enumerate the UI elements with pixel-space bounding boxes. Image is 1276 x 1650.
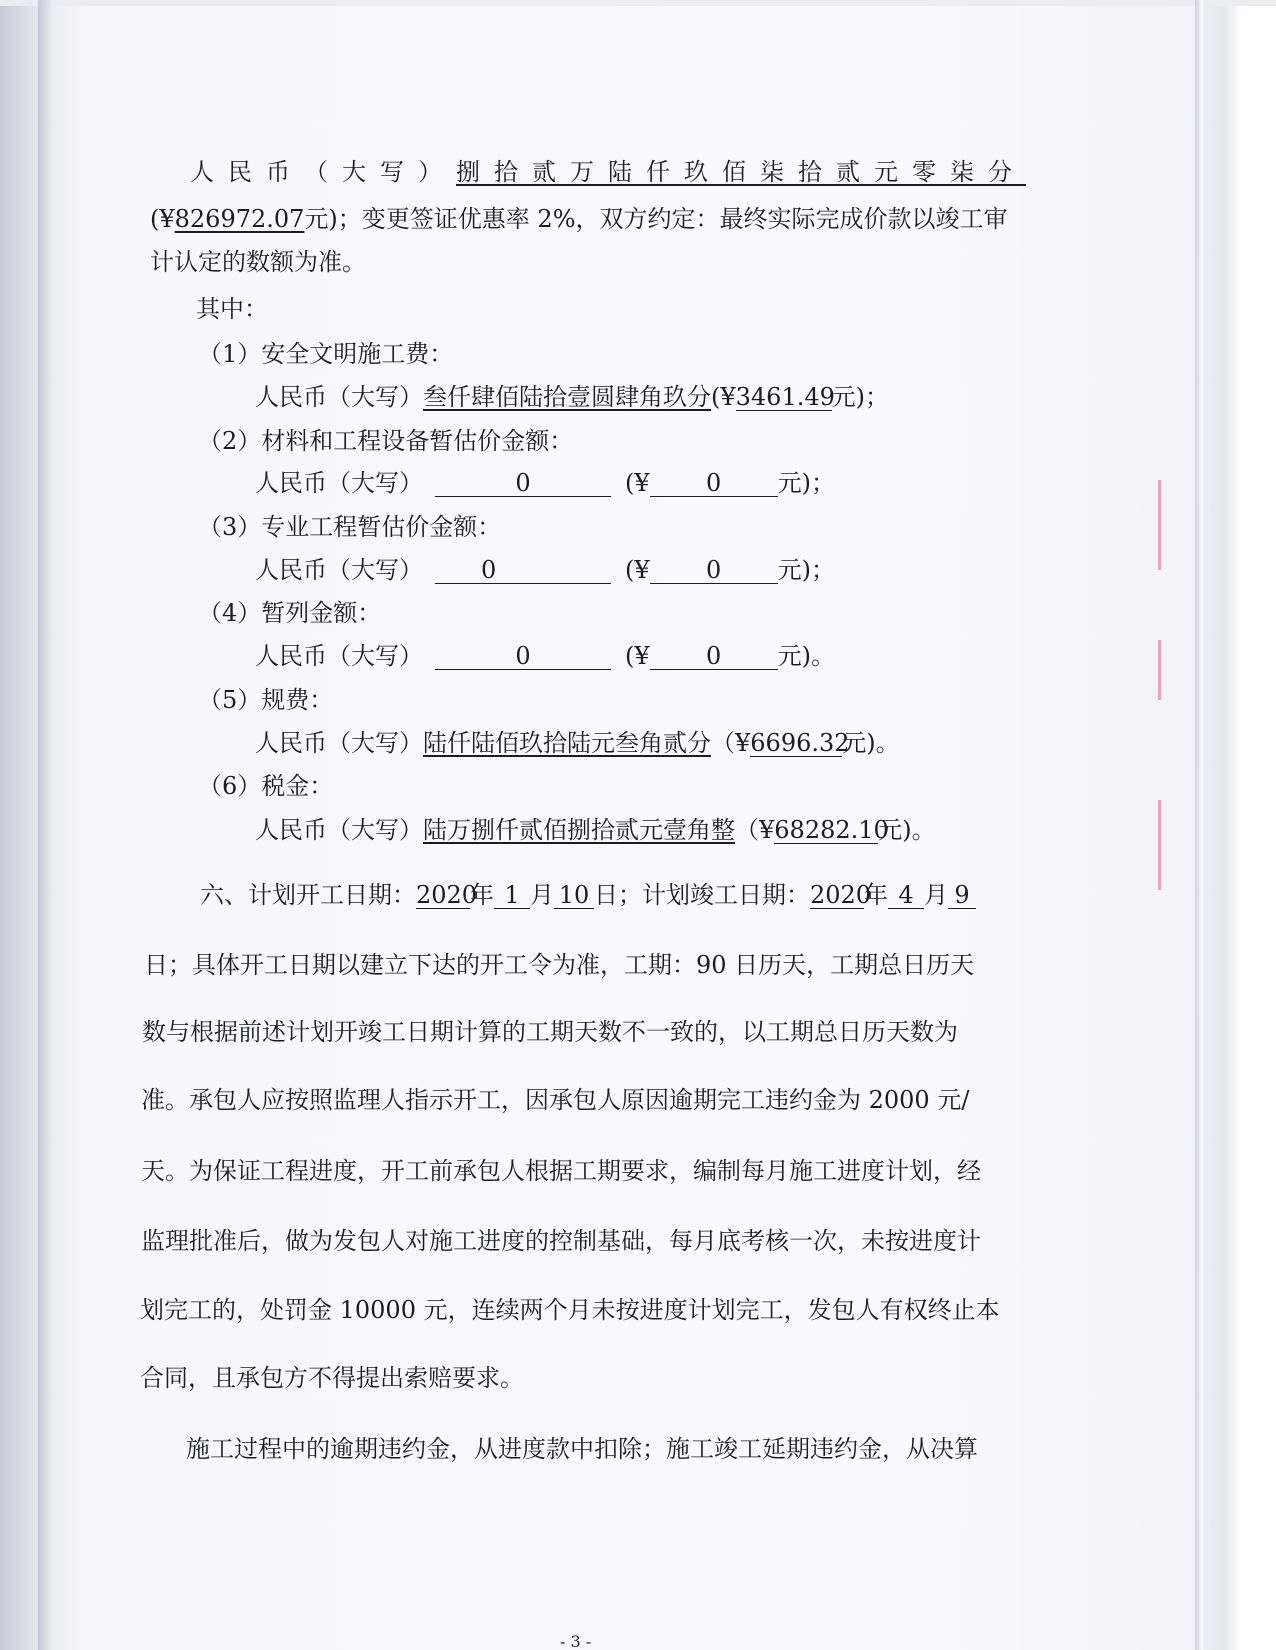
item-1-title: （1）安全文明施工费： xyxy=(198,340,454,368)
item-6-label: 人民币（大写） xyxy=(255,816,423,844)
item-5-number: 6696.32 xyxy=(750,729,850,757)
scan-right-edge xyxy=(1195,0,1203,1650)
item-2-line xyxy=(255,468,835,498)
start-month: 1 xyxy=(494,882,530,909)
seal-fragment-1 xyxy=(1158,480,1183,570)
schedule-line xyxy=(200,880,976,910)
schedule-middle: 日；计划竣工日期： xyxy=(594,881,810,909)
item-6-words: 陆万捌仟贰佰捌拾贰元壹角整 xyxy=(423,816,735,844)
item-1-words: 叁仟肆佰陆拾壹圆肆角玖分 xyxy=(423,383,711,411)
item-6-number: 68282.10 xyxy=(774,816,889,844)
item-2-words: 0 xyxy=(435,470,611,497)
item-5-label: 人民币（大写） xyxy=(255,729,423,757)
seal-fragment-2 xyxy=(1158,640,1183,700)
item-4-open: (¥ xyxy=(625,642,650,670)
item-4-close: 元)。 xyxy=(777,642,836,670)
item-1-line xyxy=(255,382,889,412)
para-line-5: 监理批准后，做为发包人对施工进度的控制基础，每月底考核一次，未按进度计 xyxy=(141,1227,981,1255)
para-line-2: 数与根据前述计划开竣工日期计算的工期天数不一致的，以工期总日历天数为 xyxy=(142,1018,958,1046)
end-year-unit: 年 xyxy=(864,881,888,909)
item-5-close: 元)。 xyxy=(842,729,900,757)
total-suffix: 元)；变更签证优惠率 2%，双方约定：最终实际完成价款以竣工审 xyxy=(304,205,1008,233)
item-3-words: 0 xyxy=(435,557,611,584)
scan-top-edge xyxy=(0,0,1276,6)
item-3-number: 0 xyxy=(650,557,778,584)
para-line-4: 天。为保证工程进度，开工前承包人根据工期要求，编制每月施工进度计划，经 xyxy=(141,1157,981,1185)
item-1-close: 元)； xyxy=(831,383,890,411)
schedule-prefix: 六、计划开工日期： xyxy=(200,881,416,909)
item-3-open: (¥ xyxy=(625,556,650,584)
para-line-7: 合同，且承包方不得提出索赔要求。 xyxy=(140,1364,524,1392)
total-amount-words: 捌拾贰万陆仟玖佰柒拾贰元零柒分 xyxy=(456,158,1026,186)
item-6-title: （6）税金： xyxy=(198,772,334,800)
item-2-close: 元)； xyxy=(777,469,836,497)
total-amount-number: 826972.07 xyxy=(174,205,305,233)
start-month-unit: 月 xyxy=(530,881,554,909)
item-3-title: （3）专业工程暂估价金额： xyxy=(198,513,502,541)
start-year-unit: 年 xyxy=(470,881,494,909)
item-2-open: (¥ xyxy=(625,469,650,497)
item-6-close: 元)。 xyxy=(878,816,936,844)
item-5-line xyxy=(255,728,900,758)
end-year: 2020 xyxy=(810,881,872,909)
item-3-line xyxy=(255,555,835,585)
item-2-number: 0 xyxy=(650,470,778,497)
binding-shadow xyxy=(38,0,52,1650)
item-1-number: 3461.49 xyxy=(735,383,835,411)
total-line-2 xyxy=(150,204,1008,234)
item-1-open: (¥ xyxy=(711,383,736,411)
item-6-open: （¥ xyxy=(735,816,775,844)
para-line-3: 准。承包人应按照监理人指示开工，因承包人原因逾期完工违约金为 2000 元/ xyxy=(141,1086,970,1114)
item-3-close: 元)； xyxy=(777,556,836,584)
item-5-open: （¥ xyxy=(711,729,751,757)
item-6-line xyxy=(255,815,936,845)
item-3-label: 人民币（大写） xyxy=(255,556,423,584)
intro-text: 其中： xyxy=(196,295,268,323)
seal-fragment-3 xyxy=(1158,800,1183,890)
para-line-1: 日；具体开工日期以建立下达的开工令为准，工期：90 日历天，工期总日历天 xyxy=(144,951,975,979)
total-line xyxy=(190,157,1026,187)
item-4-words: 0 xyxy=(435,643,611,670)
end-day: 9 xyxy=(948,882,976,909)
last-line: 施工过程中的逾期违约金，从进度款中扣除；施工竣工延期违约金，从决算 xyxy=(186,1435,978,1463)
item-4-label: 人民币（大写） xyxy=(255,642,423,670)
end-month-unit: 月 xyxy=(924,881,948,909)
para-line-6: 划完工的，处罚金 10000 元，连续两个月未按进度计划完工，发包人有权终止本 xyxy=(140,1296,1000,1324)
start-year: 2020 xyxy=(416,881,478,909)
item-4-line xyxy=(255,641,835,671)
item-2-label: 人民币（大写） xyxy=(255,469,423,497)
page-number: - 3 - xyxy=(560,1632,592,1650)
item-4-title: （4）暂列金额： xyxy=(198,599,382,627)
total-line-3: 计认定的数额为准。 xyxy=(150,248,366,276)
item-1-label: 人民币（大写） xyxy=(255,383,423,411)
item-5-title: （5）规费： xyxy=(198,686,334,714)
total-label: 人民币（大写） xyxy=(190,158,456,186)
item-2-title: （2）材料和工程设备暂估价金额： xyxy=(198,427,574,455)
total-open-paren: (¥ xyxy=(150,205,175,233)
item-5-words: 陆仟陆佰玖拾陆元叁角贰分 xyxy=(423,729,711,757)
start-day: 10 xyxy=(554,882,594,909)
end-month: 4 xyxy=(888,882,924,909)
item-4-number: 0 xyxy=(650,643,778,670)
